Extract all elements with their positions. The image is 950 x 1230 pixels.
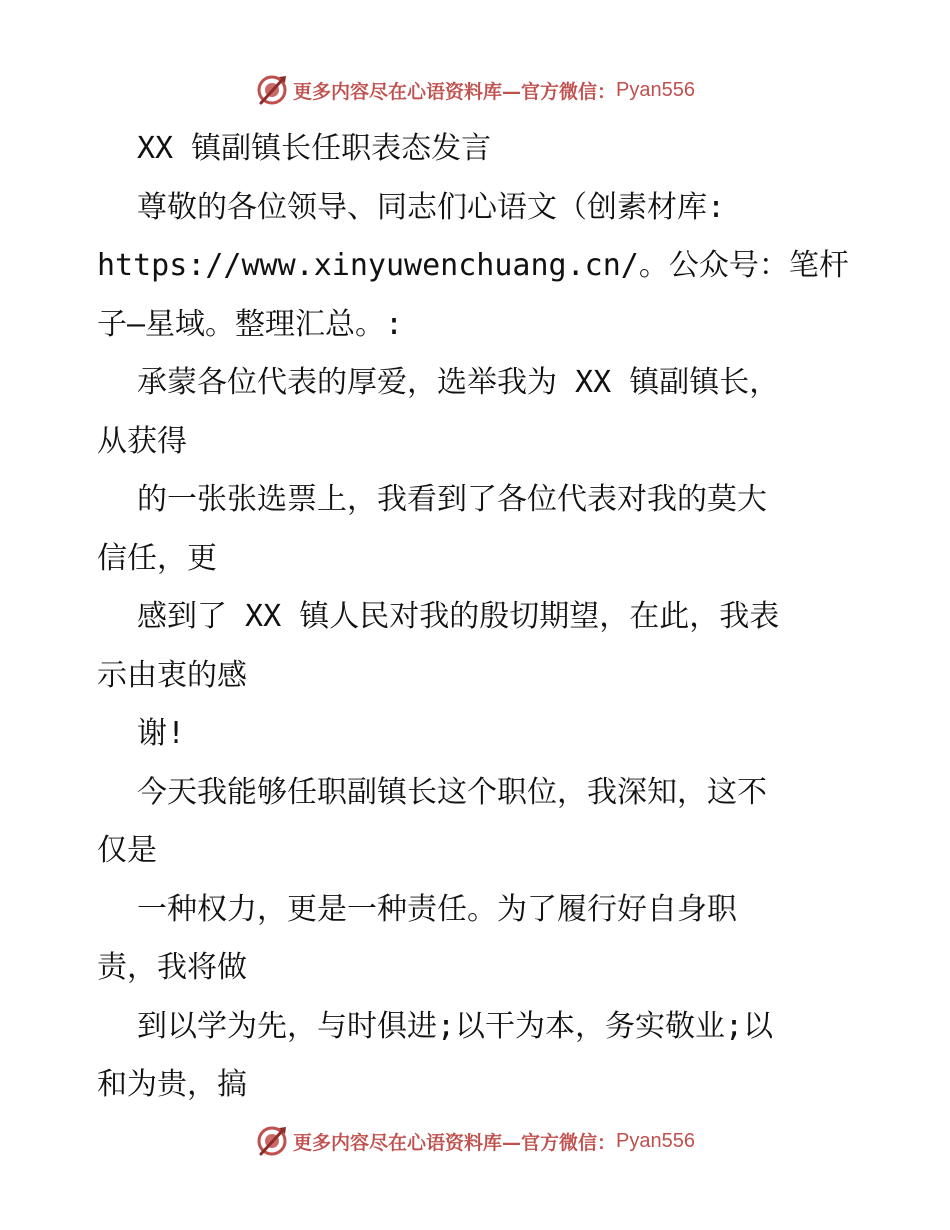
text-line: 尊敬的各位领导、同志们心语文（创素材库: (137, 189, 726, 225)
banner-site-text: 更多内容尽在心语资料库—官方微信： (293, 80, 617, 103)
text-line: 承蒙各位代表的厚爱，选举我为 XX 镇副镇长， (137, 365, 780, 400)
text-line: 今天我能够任职副镇长这个职位，我深知，这不 (137, 774, 767, 810)
text-line: 一种权力，更是一种责任。为了履行好自身职 (137, 891, 737, 927)
quill-seal-icon (255, 1124, 289, 1158)
text-line: 谢! (137, 716, 186, 751)
text-line: 子—星域。整理汇总。: (97, 306, 404, 342)
text-line: 到以学为先，与时俱进;以干为本，务实敬业;以 (137, 1008, 774, 1044)
banner-site-text: 更多内容尽在心语资料库—官方微信： (293, 1131, 617, 1154)
text-line: 示由衷的感 (97, 657, 247, 693)
text-line: 的一张张选票上，我看到了各位代表对我的莫大 (137, 482, 767, 517)
banner-account: Pyan556 (616, 78, 695, 101)
text-line: 从获得 (97, 423, 187, 459)
text-line: XX 镇副镇长任职表态发言 (137, 131, 492, 166)
document-body (97, 120, 857, 1115)
quill-seal-icon (255, 73, 289, 107)
banner-account: Pyan556 (616, 1129, 695, 1152)
text-line: https://www.xinyuwenchuang.cn/。公众号：笔杆 (97, 248, 849, 283)
text-line: 和为贵，搞 (97, 1067, 247, 1102)
header-banner (0, 70, 950, 110)
text-line: 仅是 (97, 833, 157, 868)
text-line: 感到了 XX 镇人民对我的殷切期望，在此，我表 (137, 599, 780, 634)
footer-banner (0, 1121, 950, 1161)
text-line: 信任，更 (97, 540, 217, 576)
text-line: 责，我将做 (97, 950, 247, 985)
